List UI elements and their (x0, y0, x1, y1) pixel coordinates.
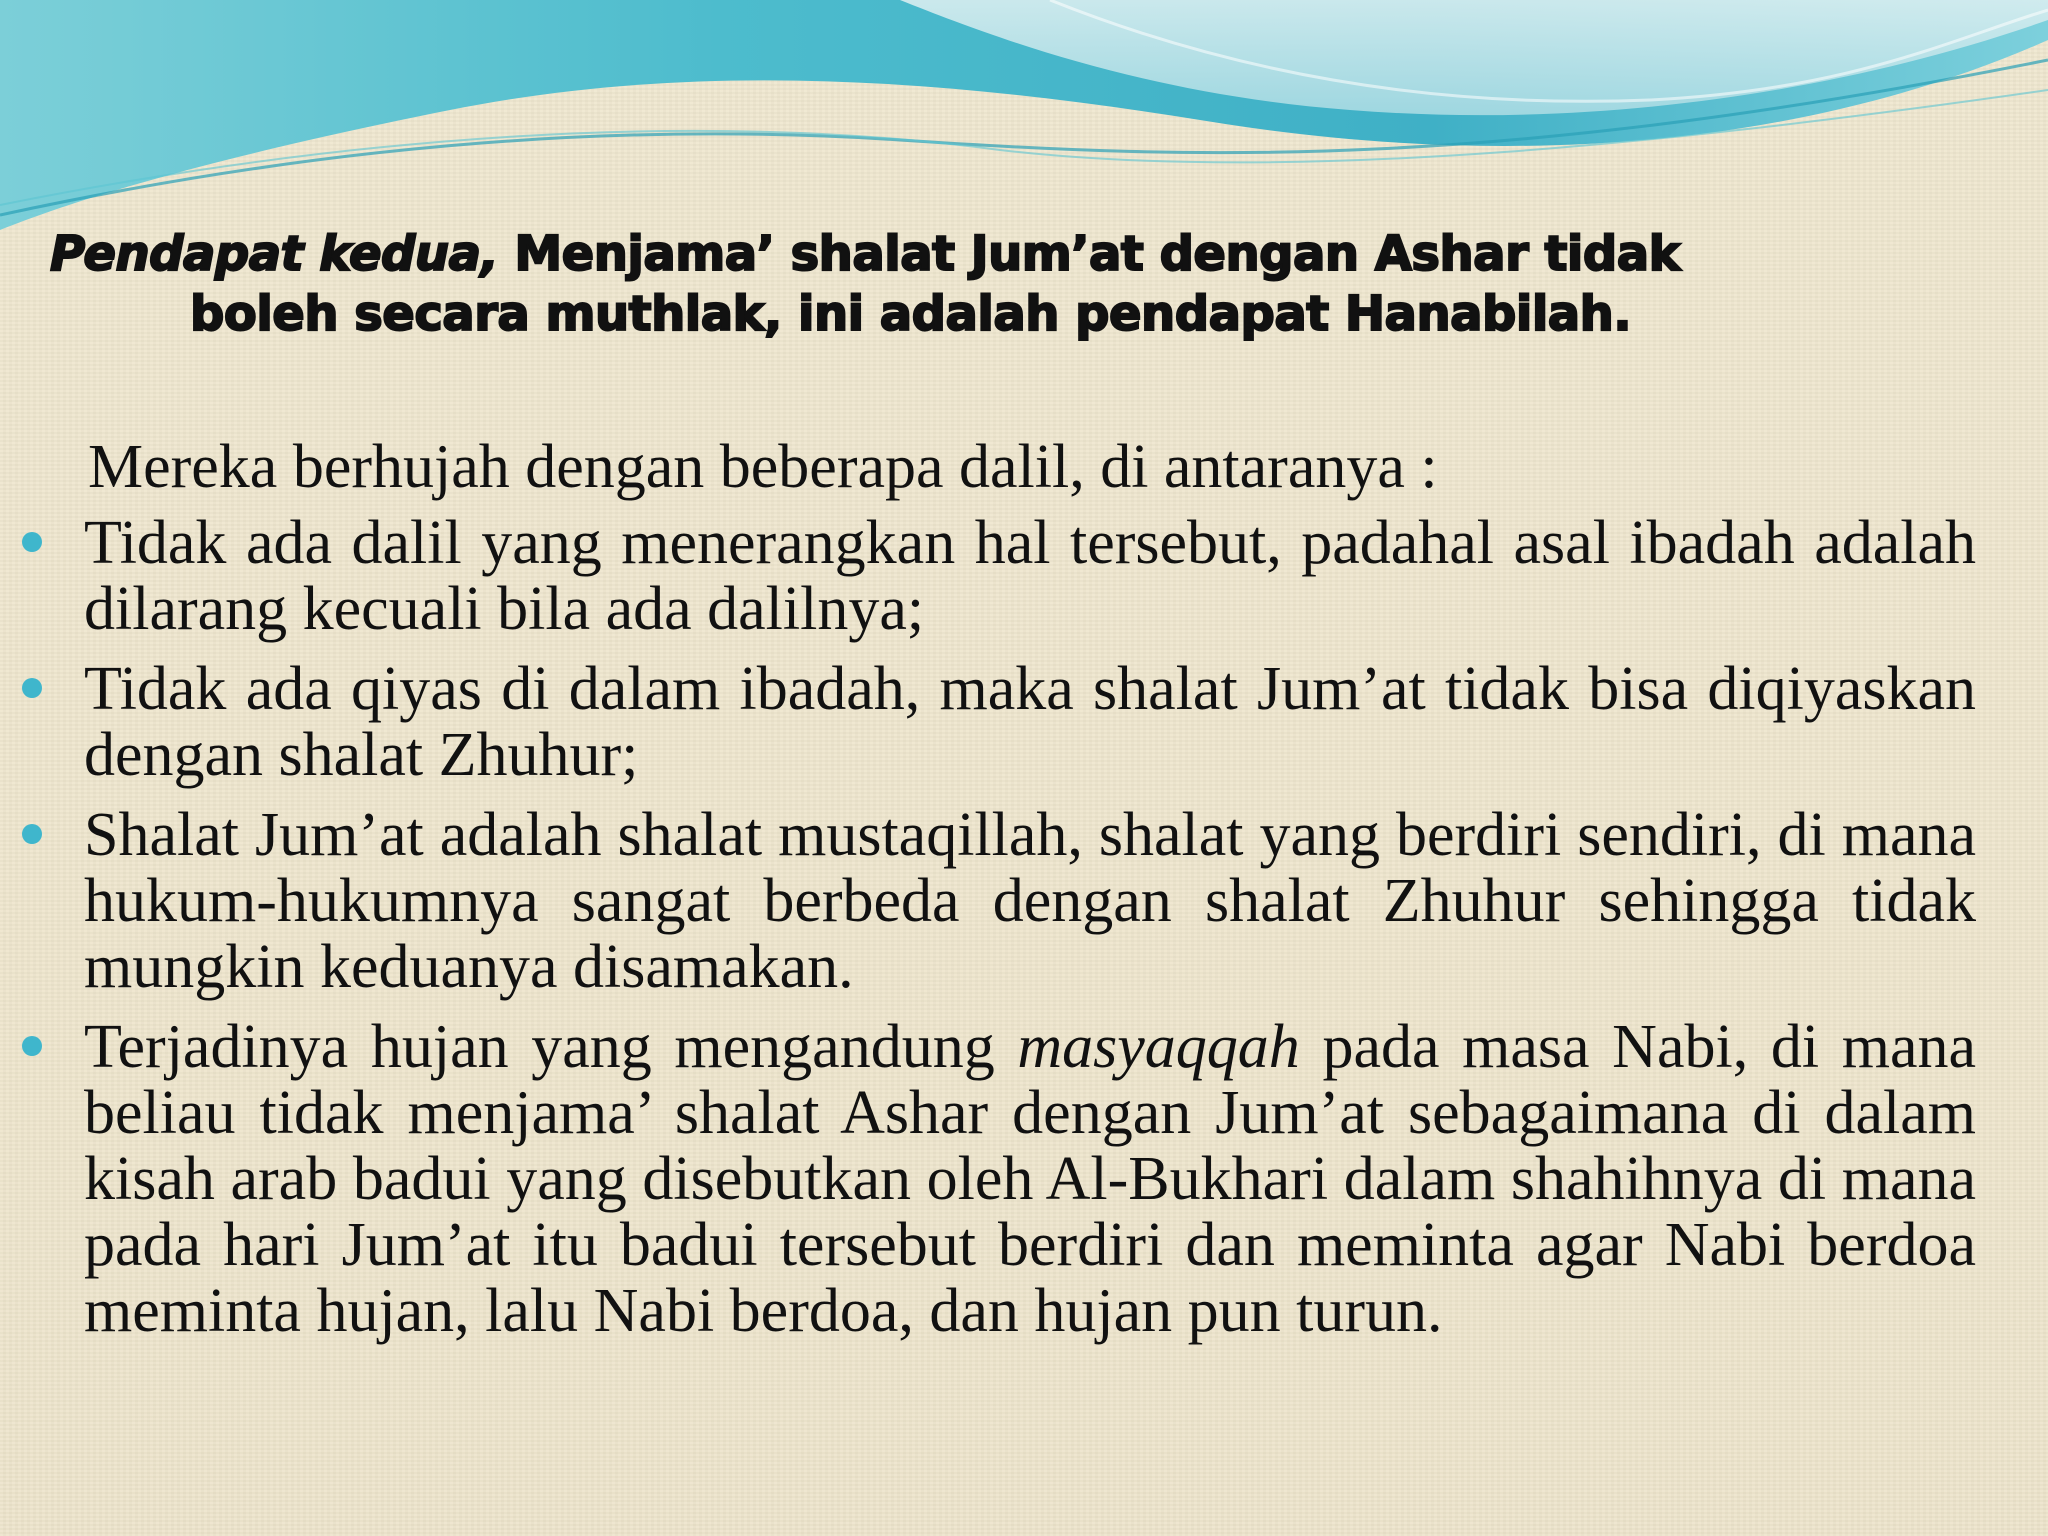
list-item (0, 802, 1976, 1000)
decorative-wave-header (0, 0, 2048, 240)
list-item-text (84, 1014, 1976, 1344)
list-item (0, 1014, 1976, 1344)
bullet-dot-icon (22, 532, 42, 552)
slide-heading (50, 224, 2010, 344)
heading-line1-rest: Menjama’ shalat Jum’at dengan Ashar tidak (498, 226, 1681, 282)
list-item-text: Tidak ada qiyas di dalam ibadah, maka shalat Jum’at tidak bisa diqiyaskan dengan shalat Zhuhur; (84, 655, 1976, 789)
list-item-text: Shalat Jum’at adalah shalat mustaqillah, shalat yang berdiri sendiri, di mana hukum-hukumnya sangat berbeda dengan shalat Zhuhur sehingga tidak mungkin keduanya disamakan. (84, 801, 1976, 1001)
bullet-dot-icon (22, 824, 42, 844)
list-item-text: Tidak ada dalil yang menerangkan hal tersebut, padahal asal ibadah adalah dilarang kecuali bila ada dalilnya; (84, 509, 1976, 643)
list-item (0, 656, 1976, 788)
list-item (0, 510, 1976, 642)
intro-text: Mereka berhujah dengan beberapa dalil, di antaranya : (88, 433, 1438, 501)
bullet-dot-icon (22, 678, 42, 698)
list-item-text-before: Terjadinya hujan yang mengandung (84, 1013, 1018, 1081)
list-item-text-italic: masyaqqah (1017, 1013, 1300, 1081)
heading-line2: boleh secara muthlak, ini adalah pendapat Hanabilah. (190, 286, 1632, 342)
list-item-text-after: pada masa Nabi, di mana beliau tidak menjama’ shalat Ashar dengan Jum’at sebagaimana di dalam kisah arab badui yang disebutkan oleh Al-Bukhari dalam shahihnya di mana pada hari Jum’at itu badui tersebut berdiri dan meminta agar Nabi berdoa meminta hujan, lalu Nabi berdoa, dan hujan pun turun. (84, 1013, 1976, 1345)
argument-list (0, 510, 2048, 1358)
heading-lead: Pendapat kedua, (50, 226, 499, 282)
bullet-dot-icon (22, 1036, 42, 1056)
